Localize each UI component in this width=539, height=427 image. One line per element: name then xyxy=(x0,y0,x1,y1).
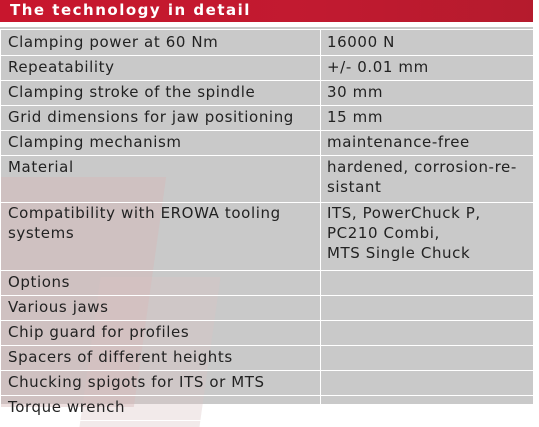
row-label: Various jaws xyxy=(1,296,321,321)
table-row xyxy=(1,346,534,371)
table-row xyxy=(1,203,534,271)
row-label: Torque wrench xyxy=(1,396,321,421)
row-value: maintenance-free xyxy=(321,131,534,156)
table-row xyxy=(1,131,534,156)
row-value: 15 mm xyxy=(321,106,534,131)
row-value-line: sistant xyxy=(327,178,382,196)
section-title: The technology in detail xyxy=(10,1,251,19)
row-value xyxy=(321,271,534,296)
table-row xyxy=(1,296,534,321)
table-row xyxy=(1,56,534,81)
row-label: Chucking spigots for ITS or MTS xyxy=(1,371,321,396)
row-label: Grid dimensions for jaw positioning xyxy=(1,106,321,131)
row-label: Material xyxy=(1,156,321,203)
specification-table xyxy=(0,29,534,421)
row-label: Chip guard for profiles xyxy=(1,321,321,346)
table-row xyxy=(1,81,534,106)
row-label xyxy=(1,203,321,271)
row-label: Clamping stroke of the spindle xyxy=(1,81,321,106)
row-value xyxy=(321,371,534,396)
row-value xyxy=(321,346,534,371)
row-value-line: PC210 Combi, xyxy=(327,224,440,242)
row-value xyxy=(321,321,534,346)
spec-table-area xyxy=(0,27,533,416)
row-label: Clamping mechanism xyxy=(1,131,321,156)
row-value xyxy=(321,396,534,421)
row-value-line: hardened, corrosion-re- xyxy=(327,158,517,176)
row-value-line: MTS Single Chuck xyxy=(327,244,471,262)
table-row xyxy=(1,156,534,203)
row-label: Options xyxy=(1,271,321,296)
table-row xyxy=(1,371,534,396)
row-label-line: Compatibility with EROWA tooling xyxy=(8,204,281,222)
row-value-line: ITS, PowerChuck P, xyxy=(327,204,481,222)
row-value xyxy=(321,296,534,321)
table-row xyxy=(1,321,534,346)
table-row xyxy=(1,271,534,296)
row-value: 16000 N xyxy=(321,30,534,56)
table-row xyxy=(1,30,534,56)
row-value: 30 mm xyxy=(321,81,534,106)
row-label-line: systems xyxy=(8,224,75,242)
row-value xyxy=(321,203,534,271)
row-value xyxy=(321,156,534,203)
table-row xyxy=(1,106,534,131)
row-label: Spacers of different heights xyxy=(1,346,321,371)
row-label: Clamping power at 60 Nm xyxy=(1,30,321,56)
section-header xyxy=(0,0,533,22)
row-value: +/- 0.01 mm xyxy=(321,56,534,81)
table-row xyxy=(1,396,534,421)
row-label: Repeatability xyxy=(1,56,321,81)
